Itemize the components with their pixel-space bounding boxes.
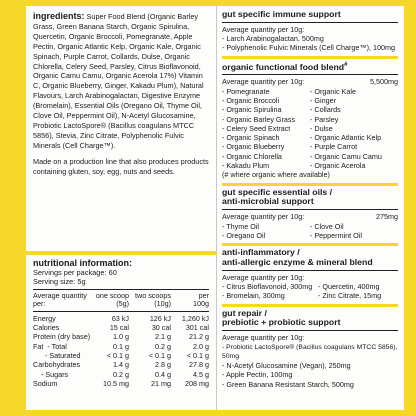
header-per-100g: [171, 292, 209, 309]
organic-section: [222, 61, 398, 180]
label-panel: [26, 6, 404, 410]
organic-qty-label: Average quantity per 10g:: [222, 77, 305, 87]
ingredients-heading: ingredients:: [33, 11, 85, 21]
enzyme-list: [222, 282, 398, 301]
nutrition-rows: [33, 314, 209, 388]
enzyme-item: - Zinc Citrate, 15mg: [318, 291, 382, 301]
enzyme-list-col-2: [318, 282, 398, 301]
repair-item: - N-Acetyl Glucosamine (Vegan), 250mg: [222, 361, 351, 371]
row-two-scoops: < 0.1 g: [148, 351, 171, 360]
immune-section: [222, 10, 398, 53]
organic-item: - Organic Atlantic Kelp: [310, 133, 382, 143]
organic-qty-value: 5,500mg: [370, 77, 398, 87]
section-rule: [222, 74, 398, 75]
enzyme-list-col-1: [222, 282, 318, 301]
row-label: Fat - Total: [33, 341, 67, 351]
row-label: Carbohydrates: [33, 360, 81, 370]
oil-item: - Clove Oil: [310, 221, 344, 231]
organic-list-col-2: [310, 87, 398, 171]
row-two-scoops: 126 kJ: [149, 313, 171, 323]
table-row: [33, 342, 209, 351]
oils-qty-row: [222, 212, 398, 221]
row-two-scoops: 2.1 g: [155, 332, 171, 342]
column-divider: [216, 6, 217, 410]
row-two-scoops: 0.2 g: [155, 341, 171, 351]
row-per-100g: < 0.1 g: [186, 351, 209, 360]
organic-qty-row: [222, 77, 398, 86]
repair-item: - Probiotic LactoSpore® (Bacillus coagulans MTCC 5856), 50mg: [222, 343, 398, 360]
yellow-divider-bar: [222, 56, 398, 59]
oils-title-line-1: gut specific essential oils /: [222, 186, 333, 197]
section-rule: [222, 330, 398, 331]
oils-list: [222, 222, 398, 241]
oils-title-line-2: anti-microbial support: [222, 196, 314, 207]
immune-title: gut specific immune support: [222, 9, 341, 19]
enzyme-qty-label: Average quantity per 10g:: [222, 272, 305, 282]
section-rule: [222, 270, 398, 271]
repair-title-line-1: gut repair /: [222, 307, 267, 318]
row-label: Sodium: [33, 378, 58, 388]
row-two-scoops: 21 mg: [151, 378, 171, 388]
organic-item: - Parsley: [310, 114, 339, 124]
organic-footnote: (# where organic where available): [222, 170, 330, 180]
table-row: [33, 332, 209, 341]
nutrition-panel: [33, 258, 209, 388]
row-label: - Saturated: [33, 351, 81, 360]
immune-item: - Polyphenolic Fulvic Minerals (Cell Charge™), 100mg: [222, 43, 395, 53]
organic-title: [222, 61, 398, 73]
row-per-100g: 2.0 g: [193, 341, 209, 351]
organic-item: - Purple Carrot: [310, 142, 358, 152]
row-one-scoop: 1.0 g: [113, 332, 129, 342]
serving-size: Serving size: 5g: [33, 277, 86, 287]
header-per-label: per: [198, 290, 209, 300]
oils-section: [222, 188, 398, 240]
row-per-100g: 27.8 g: [189, 360, 209, 370]
table-row: [33, 314, 209, 323]
row-one-scoop: 1.4 g: [113, 360, 129, 370]
header-two-scoops: [129, 292, 171, 309]
enzyme-item: - Quercetin, 400mg: [318, 282, 380, 292]
nutrition-title: nutritional information:: [33, 258, 132, 268]
organic-item: - Organic Barley Grass: [222, 114, 296, 124]
row-per-100g: 4.5 g: [193, 369, 209, 379]
organic-item: - Organic Camu Camu: [310, 151, 382, 161]
row-per-100g: 208 mg: [185, 378, 209, 388]
row-per-100g: 301 cal: [185, 323, 209, 333]
yellow-divider-bar: [26, 251, 216, 255]
row-per-100g: 1,260 kJ: [181, 313, 209, 323]
yellow-divider-bar: [222, 304, 398, 307]
row-label: Energy: [33, 313, 56, 323]
organic-item: - Kakadu Plum: [222, 161, 270, 171]
organic-item: - Organic Blueberry: [222, 142, 285, 152]
left-column: [33, 12, 209, 177]
row-label: Protein (dry base): [33, 332, 91, 342]
ingredients-paragraph: [33, 12, 209, 151]
repair-item: - Apple Pectin, 100mg: [222, 370, 293, 380]
section-rule: [222, 209, 398, 210]
servings-per-package: Servings per package: 60: [33, 268, 117, 277]
row-two-scoops: 2.8 g: [155, 360, 171, 370]
yellow-divider-bar: [222, 183, 398, 186]
enzyme-item: - Citrus Bioflavonoid, 300mg: [222, 282, 313, 292]
row-label: Calories: [33, 323, 60, 333]
enzyme-title-line-1: anti-inflammatory /: [222, 247, 300, 258]
header-two-scoops-unit: (10g): [154, 299, 171, 309]
allergen-note: Made on a production line that also produces products containing gluten, soy, egg, nuts and seeds.: [33, 156, 209, 176]
organic-title-mark: #: [344, 61, 348, 68]
table-row: [33, 370, 209, 379]
header-one-scoop-label: one scoop: [95, 290, 129, 300]
organic-item: - Organic Spirulina: [222, 105, 282, 115]
row-one-scoop: 0.1 g: [113, 341, 129, 351]
oil-item: - Oregano Oil: [222, 230, 266, 240]
oils-list-col-1: [222, 222, 310, 241]
enzyme-title-line-2: anti-allergic enzyme & mineral blend: [222, 256, 373, 267]
row-two-scoops: 0.4 g: [155, 369, 171, 379]
table-row: [33, 360, 209, 369]
row-one-scoop: 15 cal: [109, 323, 129, 333]
row-per-100g: 21.2 g: [189, 332, 209, 342]
nutrition-section: [26, 251, 216, 388]
oil-item: - Thyme Oil: [222, 221, 260, 231]
organic-item: - Organic Acerola: [310, 161, 366, 171]
yellow-divider-bar: [222, 243, 398, 246]
organic-title-text: organic functional food blend: [222, 61, 345, 72]
ingredients-text: Super Food Blend (Organic Barley Grass, Green Banana Starch, Organic Spirulina, Quercetin, Organic Broccoli, Pomegranate, Apple Pectin, Organic Atlantic Kelp, Organic Kale, Organic Spinach, Purple Carrot, Collards, Dulse, Organic Chlorella, Celery Seed, Parsley, Citrus Bioflavonoid, Organic Camu Camu, Organic Acerola 17%) Vitamin C, Organic Blueberry, Ginger, Kakadu Plum), Natural Flavours, Larch Arabinogalactan, Digestive Enzyme (Bromelain), Essential Oils (Oregano Oil, Thyme Oil, Clove Oil, Peppermint Oil), N-Acetyl Glucosamine, Probiotic LactoSpore® (Bacillus coagulans MTCC 5856), Stevia, Zinc Citrate, Polyphenolic Fulvic Minerals (Cell Charge™).: [33, 12, 204, 150]
organic-item: - Organic Broccoli: [222, 95, 280, 105]
header-label: Average quantity per:: [33, 290, 87, 309]
header-two-scoops-label: two scoops: [135, 290, 171, 300]
row-label: - Sugars: [33, 369, 69, 379]
organic-item: - Organic Chlorella: [222, 151, 282, 161]
section-rule: [222, 22, 398, 23]
row-one-scoop: < 0.1 g: [106, 351, 129, 360]
repair-title-line-2: prebiotic + probiotic support: [222, 317, 341, 328]
oils-list-col-2: [310, 222, 398, 241]
row-one-scoop: 10.5 mg: [103, 378, 129, 388]
organic-list: [222, 87, 398, 171]
repair-qty-label: Average quantity per 10g:: [222, 333, 305, 343]
table-header: [33, 292, 209, 309]
oil-item: - Peppermint Oil: [310, 230, 362, 240]
table-rule: [33, 311, 209, 312]
table-row: [33, 323, 209, 332]
repair-item: - Green Banana Resistant Starch, 500mg: [222, 379, 354, 389]
row-two-scoops: 30 cal: [151, 323, 171, 333]
organic-item: - Collards: [310, 105, 341, 115]
organic-item: - Pomegranate: [222, 86, 270, 96]
table-rule: [33, 289, 209, 290]
organic-item: - Dulse: [310, 123, 333, 133]
immune-item: - Larch Arabinogalactan, 500mg: [222, 34, 324, 44]
right-column: [222, 10, 398, 392]
header-per-unit: 100g: [193, 299, 209, 309]
oils-qty-value: 275mg: [376, 212, 398, 222]
enzyme-section: [222, 248, 398, 300]
organic-list-col-1: [222, 87, 310, 171]
header-one-scoop: [89, 292, 129, 309]
repair-section: [222, 309, 398, 389]
enzyme-item: - Bromelain, 300mg: [222, 291, 285, 301]
table-row: [33, 379, 209, 388]
row-one-scoop: 63 kJ: [111, 313, 129, 323]
table-row: [33, 351, 209, 360]
row-one-scoop: 0.2 g: [113, 369, 129, 379]
header-one-scoop-unit: (5g): [116, 299, 129, 309]
organic-item: - Organic Spinach: [222, 133, 280, 143]
organic-item: - Celery Seed Extract: [222, 123, 291, 133]
oils-qty-label: Average quantity per 10g:: [222, 212, 305, 222]
organic-item: - Ginger: [310, 95, 336, 105]
immune-qty-label: Average quantity per 10g:: [222, 24, 305, 34]
organic-item: - Organic Kale: [310, 86, 356, 96]
